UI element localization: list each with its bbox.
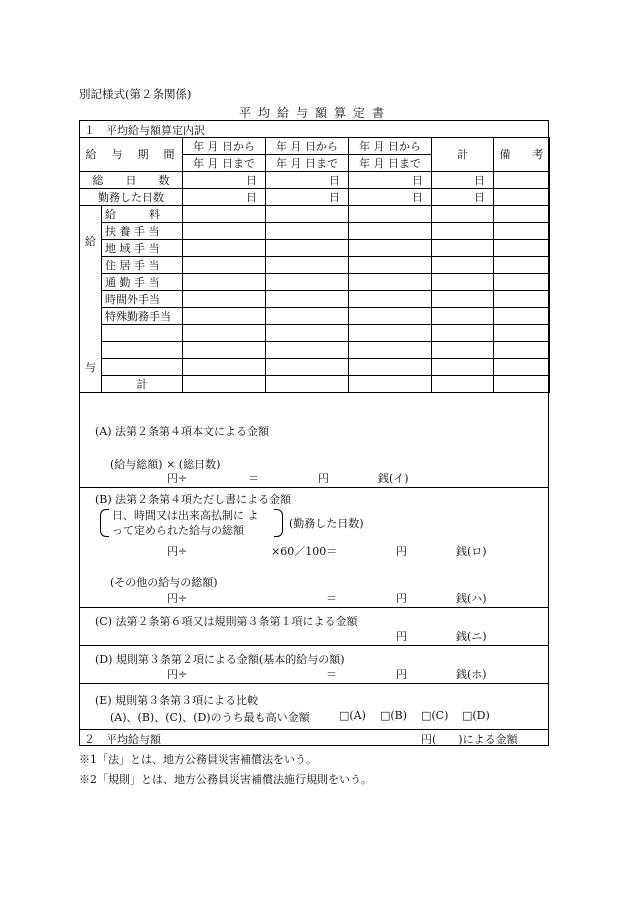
sectionB-worked-days: (勤務した日数) — [289, 517, 364, 530]
item-label: 扶 養 手 当 — [102, 223, 183, 240]
item-label: 給 料 — [102, 206, 183, 223]
checkbox-b[interactable]: □(B) — [380, 709, 408, 722]
yo-char: 与 — [85, 361, 96, 374]
sectionD-sen: 銭(ホ) — [456, 668, 487, 681]
item-label: 地 域 手 当 — [102, 240, 183, 257]
sectionE-title: (E) 規則第３条第３項による比較 — [95, 694, 259, 707]
item-label: 特殊勤務手当 — [102, 308, 183, 325]
sectionD-yen: 円 — [396, 668, 407, 681]
sectionB-eq: ＝ — [326, 592, 337, 605]
sectionD-title: (D) 規則第３条第２項による金額(基本的給与の額) — [95, 653, 345, 666]
from-date-3: 年 月 日から — [349, 138, 432, 155]
item-label — [102, 359, 183, 376]
sectionB-yen-div: 円÷ — [167, 545, 188, 558]
sectionA-yen-div: 円÷ — [167, 472, 188, 485]
sectionB-sen1: 銭(ロ) — [456, 545, 487, 558]
divider — [79, 645, 549, 646]
left-brace — [100, 509, 109, 537]
checkbox-d[interactable]: □(D) — [462, 709, 490, 722]
sectionB-other: (その他の給与の総額) — [110, 576, 218, 589]
checkbox-c[interactable]: □(C) — [421, 709, 449, 722]
item-total-label: 計 — [102, 376, 183, 393]
salary-side-label — [80, 206, 102, 393]
divider — [79, 607, 549, 608]
right-brace — [274, 509, 283, 537]
sectionA-eq: ＝ — [248, 472, 259, 485]
remarks-cell — [494, 172, 550, 189]
sectionC-yen: 円 — [396, 630, 407, 643]
sectionE-line: (A)、(B)、(C)、(D)のうち最も高い金額 — [110, 711, 310, 724]
checkbox-a[interactable]: □(A) — [339, 709, 366, 722]
day-unit: 日 — [432, 189, 494, 206]
day-unit: 日 — [349, 189, 432, 206]
sectionB-brace-line1: 日、時間又は出来高払制に よ — [112, 509, 259, 522]
sectionC-sen: 銭(ニ) — [456, 630, 487, 643]
salary-table — [79, 137, 550, 393]
sectionB-title: (B) 法第２条第４項ただし書による金額 — [95, 493, 292, 506]
section2-title: ２ 平均給与額 — [84, 733, 161, 746]
to-date-1: 年 月 日まで — [183, 155, 266, 172]
divider — [79, 683, 549, 684]
remarks-cell — [494, 189, 550, 206]
from-date-1: 年 月 日から — [183, 138, 266, 155]
sectionB-brace-line2: って定められた給与の総額 — [112, 524, 244, 537]
day-unit: 日 — [266, 172, 349, 189]
sectionA-sen: 銭(イ) — [378, 472, 409, 485]
note-2: ※2「規則」とは、地方公務員災害補償法施行規則をいう。 — [79, 773, 372, 786]
note-1: ※1「法」とは、地方公務員災害補償法をいう。 — [79, 753, 317, 766]
total-label: 計 — [432, 138, 494, 172]
sectionC-title: (C) 法第２条第６項又は規則第３条第１項による金額 — [95, 615, 358, 628]
period-label: 給 与 期 間 — [80, 138, 183, 172]
kyu-char: 給 — [85, 235, 96, 248]
from-date-2: 年 月 日から — [266, 138, 349, 155]
item-label — [102, 325, 183, 342]
sectionB-yen2: 円 — [396, 592, 407, 605]
sectionD-eq: ＝ — [326, 668, 337, 681]
divider — [79, 487, 549, 488]
form-reference: 別記様式(第２条関係) — [79, 87, 192, 101]
remarks-label: 備 考 — [494, 138, 550, 172]
section2-right: 円( )による金額 — [421, 733, 518, 746]
to-date-2: 年 月 日まで — [266, 155, 349, 172]
total-days-label: 総 日 数 — [80, 172, 183, 189]
sectionA-title: (A) 法第２条第４項本文による金額 — [95, 425, 270, 438]
item-label — [102, 342, 183, 359]
item-label: 住 居 手 当 — [102, 257, 183, 274]
day-unit: 日 — [183, 172, 266, 189]
sectionA-yen: 円 — [318, 472, 329, 485]
sectionB-sen2: 銭(ハ) — [456, 592, 487, 605]
sectionB-yen-div2: 円÷ — [167, 592, 188, 605]
item-label: 時間外手当 — [102, 291, 183, 308]
day-unit: 日 — [349, 172, 432, 189]
day-unit: 日 — [432, 172, 494, 189]
sectionA-formula: (給与総額) × (総日数) — [110, 458, 221, 471]
divider — [79, 729, 549, 730]
sectionD-yen-div: 円÷ — [167, 668, 188, 681]
day-unit: 日 — [266, 189, 349, 206]
to-date-3: 年 月 日まで — [349, 155, 432, 172]
worked-days-label: 勤務した日数 — [80, 189, 183, 206]
sectionB-yen: 円 — [396, 545, 407, 558]
sectionB-mult: ×60／100＝ — [271, 545, 338, 558]
day-unit: 日 — [183, 189, 266, 206]
page-title: 平均給与額算定書 — [238, 106, 391, 120]
section1-title: １ 平均給与額算定内訳 — [84, 124, 205, 137]
item-label: 通 勤 手 当 — [102, 274, 183, 291]
